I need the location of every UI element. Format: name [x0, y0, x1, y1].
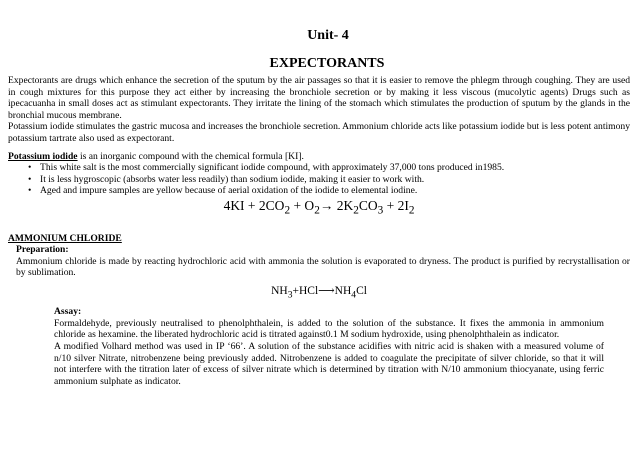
eq-part: CO [358, 197, 378, 213]
potassium-iodide-paragraph [8, 151, 630, 163]
eq-part: +HCl [292, 285, 319, 297]
potassium-iodide-desc: is an inorganic compound with the chemical formula [KI]. [77, 150, 304, 162]
assay-paragraph-1: Formaldehyde, previously neutralised to phenolphthalein, is added to the solution of the substance. It fixes the ammonia in ammonium chloride as hexamine. the liberated hydrochloric acid is titrated against0.1 M sodium hydroxide, using phenolphthalein as indicator. [54, 317, 604, 341]
bullet-item: • Aged and impure samples are yellow because of aerial oxidation of the iodide to elemental iodine. [40, 185, 630, 197]
intro-paragraph-2: Potassium iodide stimulates the gastric mucosa and increases the bronchiole secretion. Ammonium chloride acts like potassium iodide but is less potent antimony potassium tartrate also used as expectorant. [8, 121, 630, 144]
eq-part: + O [290, 197, 315, 213]
eq-sub: 2 [284, 204, 291, 217]
potassium-iodide-term: Potassium iodide [8, 150, 78, 162]
unit-title: Unit- 4 [307, 28, 349, 43]
bullet-item: • This white salt is the most commercially significant iodide compound, with approximately 37,000 tons produced in1985. [40, 162, 630, 174]
bullet-item: • It is less hygroscopic (absorbs water less readily) than sodium iodide, making it easier to work with. [40, 174, 630, 186]
eq-part: NH [334, 285, 352, 297]
section-title: EXPECTORANTS [269, 56, 385, 71]
eq-part: Cl [356, 285, 367, 297]
potassium-iodide-bullets [8, 162, 630, 197]
equation-ammonium-chloride [8, 285, 630, 301]
eq-part: NH [271, 285, 288, 297]
eq-part: → 2K [319, 197, 354, 213]
assay-section [8, 306, 630, 387]
eq-sub: 2 [353, 204, 359, 217]
eq-sub: 3 [287, 289, 293, 301]
eq-part: 4KI + 2CO [223, 197, 285, 213]
eq-sub: 3 [377, 204, 384, 217]
assay-paragraph-2: A modified Volhard method was used in IP ‘66’. A solution of the substance acidifies with nitric acid is shaken with a measured volume of n/10 silver Nitrate, nitrobenzene being previously added. Nitrobenzene is added to coagulate the precipitate of silver chloride, so that it will not interfere with the titration later of excess of silver nitrate which is determined by titration with N/10 ammonium thiocyanate, using ferric ammonium sulphate as indicator. [54, 341, 604, 387]
eq-sub: 2 [314, 204, 320, 217]
preparation-paragraph: Ammonium chloride is made by reacting hydrochloric acid with ammonia the solution is evaporated to dryness. The product is purified by recrystallisation or by sublimation. [16, 255, 630, 279]
arrow-icon: ⟶ [318, 285, 335, 297]
equation-potassium-iodide [8, 198, 630, 219]
eq-sub: 4 [351, 289, 357, 301]
eq-sub: 2 [408, 204, 415, 217]
assay-heading: Assay: [54, 306, 82, 318]
ammonium-chloride-heading: AMMONIUM CHLORIDE [8, 232, 122, 244]
eq-part: + 2I [383, 197, 409, 213]
preparation-heading: Preparation: [16, 244, 69, 256]
intro-paragraph-1: Expectorants are drugs which enhance the secretion of the sputum by the air passages so that it is easier to remove the phlegm through coughing. They are used in cough mixtures for this purpose they act either by increasing the bronchiole secretion or by making it less viscous (mucolytic agents) Drugs such as ipecacuanha in small doses act as stimulant expectorants. They irritate the lining of the stomach which stimulates the production of sputum by the glands in the bronchial mucous membrane. [8, 75, 630, 121]
